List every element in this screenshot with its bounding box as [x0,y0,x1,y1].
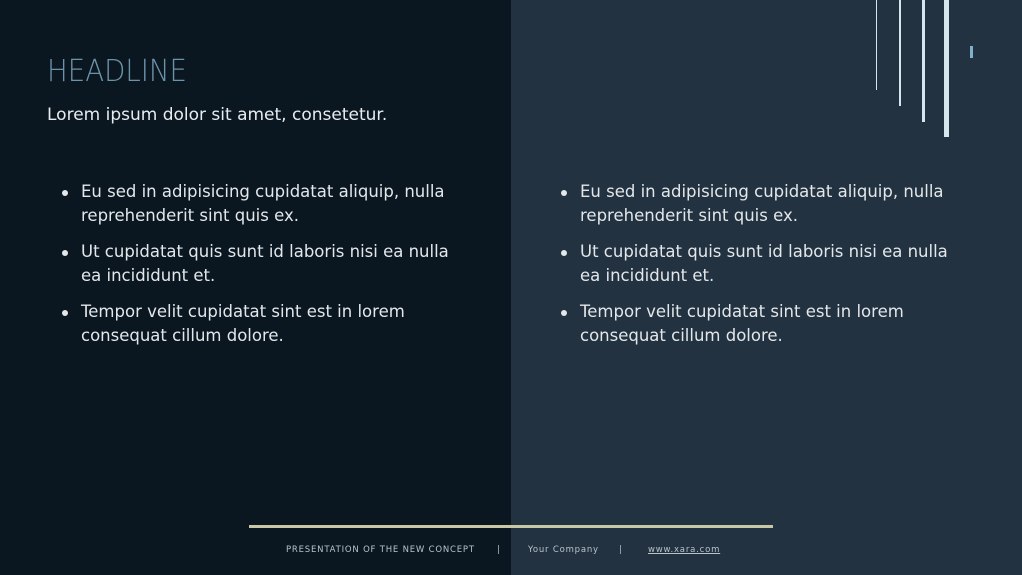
decorative-line [922,0,925,122]
subtitle: Lorem ipsum dolor sit amet, consetetur. [47,105,388,125]
footer-rule [249,525,773,528]
right-bullet-list [559,180,959,360]
left-bullet-list [60,180,460,360]
footer-separator: | [497,545,501,555]
decorative-line [944,0,949,137]
decorative-line [899,0,901,106]
bullet-item: Tempor velit cupidatat sint est in lorem consequat cillum dolore. [60,300,460,347]
footer-website-link[interactable]: www.xara.com [648,545,721,555]
bullet-item: Eu sed in adipisicing cupidatat aliquip, nulla reprehenderit sint quis ex. [559,180,959,227]
headline: HEADLINE [47,54,187,89]
footer-presentation: PRESENTATION OF THE NEW CONCEPT [286,545,475,555]
bullet-item: Tempor velit cupidatat sint est in lorem consequat cillum dolore. [559,300,959,347]
bullet-item: Ut cupidatat quis sunt id laboris nisi ea nulla ea incididunt et. [559,240,959,287]
footer-company: Your Company [528,545,599,555]
bullet-item: Ut cupidatat quis sunt id laboris nisi ea nulla ea incididunt et. [60,240,460,287]
decorative-tick [970,46,973,58]
footer-separator: | [619,545,623,555]
bullet-item: Eu sed in adipisicing cupidatat aliquip, nulla reprehenderit sint quis ex. [60,180,460,227]
decorative-line [876,0,877,90]
footer-website-container [648,545,720,555]
